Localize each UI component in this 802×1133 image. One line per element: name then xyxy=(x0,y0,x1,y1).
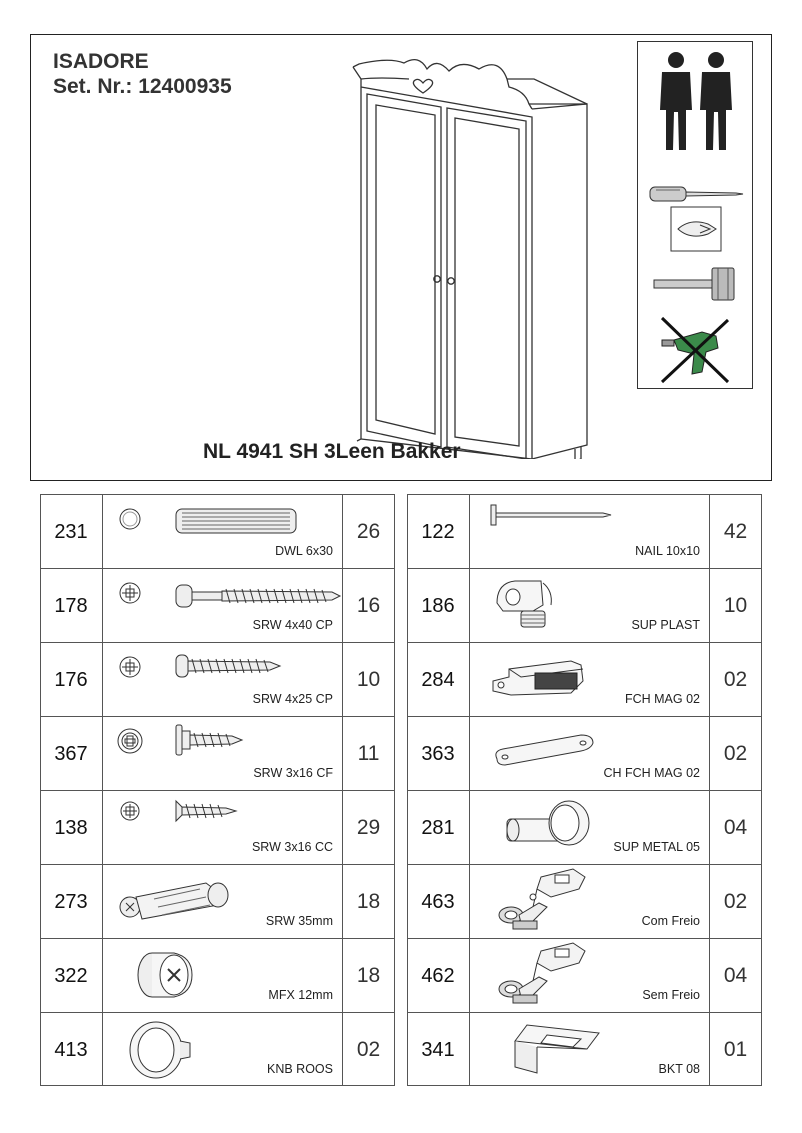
tools-panel xyxy=(637,41,753,389)
parts-table-left xyxy=(40,494,395,1086)
no-drill-icon xyxy=(658,314,734,386)
hinge-soft-close-icon xyxy=(493,867,593,933)
part-label: FCH MAG 02 xyxy=(624,692,700,706)
part-row xyxy=(407,568,762,642)
parts-table-right xyxy=(407,494,762,1086)
part-label: NAIL 10x10 xyxy=(635,544,700,558)
part-row xyxy=(40,716,395,790)
part-quantity: 16 xyxy=(356,594,381,617)
long-screw-icon xyxy=(106,573,342,613)
part-code: 367 xyxy=(54,743,88,765)
knob-icon xyxy=(126,1019,196,1081)
part-quantity: 29 xyxy=(356,816,381,839)
nail-icon xyxy=(487,503,617,533)
wardrobe-illustration xyxy=(349,49,589,459)
part-label: SRW 4x40 CP xyxy=(252,618,333,632)
part-quantity: 18 xyxy=(356,964,381,987)
part-label: CH FCH MAG 02 xyxy=(603,766,700,780)
part-quantity: 02 xyxy=(723,890,748,913)
part-code: 281 xyxy=(421,817,455,839)
part-code: 273 xyxy=(54,891,88,913)
part-quantity: 02 xyxy=(723,668,748,691)
bracket-icon xyxy=(507,1021,607,1077)
part-quantity: 11 xyxy=(357,742,380,765)
magnetic-catch-icon xyxy=(491,651,591,699)
part-code: 341 xyxy=(421,1039,455,1061)
product-title xyxy=(53,49,232,99)
part-quantity: 10 xyxy=(356,668,381,691)
part-row xyxy=(407,938,762,1012)
part-row xyxy=(407,864,762,938)
part-label: Com Freio xyxy=(641,914,700,928)
part-code: 231 xyxy=(54,521,88,543)
part-label: SRW 4x25 CP xyxy=(252,692,333,706)
cam-lock-icon xyxy=(130,947,200,1003)
part-code: 413 xyxy=(54,1039,88,1061)
part-label: BKT 08 xyxy=(658,1062,700,1076)
screwdriver-icon xyxy=(648,184,744,204)
part-quantity: 04 xyxy=(723,816,748,839)
two-persons-icon xyxy=(658,50,736,160)
part-code: 138 xyxy=(54,817,88,839)
medium-screw-icon xyxy=(106,647,342,687)
phillips-tip-icon xyxy=(670,206,722,252)
part-label: Sem Freio xyxy=(642,988,700,1002)
set-number: Set. Nr.: 12400935 xyxy=(53,75,232,98)
part-row xyxy=(40,790,395,864)
dowel-icon xyxy=(106,499,336,539)
part-code: 463 xyxy=(421,891,455,913)
catch-plate-icon xyxy=(491,731,601,771)
part-code: 284 xyxy=(421,669,455,691)
part-label: KNB ROOS xyxy=(267,1062,333,1076)
part-quantity: 02 xyxy=(723,742,748,765)
plastic-support-icon xyxy=(493,575,563,635)
metal-support-icon xyxy=(505,797,595,857)
part-code: 122 xyxy=(421,521,455,543)
part-row xyxy=(407,790,762,864)
part-quantity: 04 xyxy=(723,964,748,987)
store-caption: NL 4941 SH 3Leen Bakker xyxy=(203,440,461,463)
part-code: 363 xyxy=(421,743,455,765)
part-code: 178 xyxy=(54,595,88,617)
part-label: SUP METAL 05 xyxy=(613,840,700,854)
part-row xyxy=(40,938,395,1012)
part-quantity: 10 xyxy=(723,594,748,617)
part-code: 186 xyxy=(421,595,455,617)
cam-bolt-icon xyxy=(114,871,244,927)
part-quantity: 42 xyxy=(723,520,748,543)
hammer-icon xyxy=(652,264,742,304)
part-row xyxy=(40,1012,395,1086)
part-row xyxy=(40,494,395,568)
part-row xyxy=(407,1012,762,1086)
part-row xyxy=(40,642,395,716)
part-row xyxy=(407,494,762,568)
product-name: ISADORE xyxy=(53,50,149,73)
part-row xyxy=(40,864,395,938)
part-row xyxy=(407,642,762,716)
part-code: 462 xyxy=(421,965,455,987)
part-quantity: 26 xyxy=(356,520,381,543)
part-code: 322 xyxy=(54,965,88,987)
part-label: SUP PLAST xyxy=(631,618,700,632)
part-code: 176 xyxy=(54,669,88,691)
part-quantity: 18 xyxy=(356,890,381,913)
part-row xyxy=(40,568,395,642)
flange-screw-icon xyxy=(106,721,342,761)
part-label: MFX 12mm xyxy=(268,988,333,1002)
hinge-icon xyxy=(493,941,593,1007)
part-quantity: 01 xyxy=(723,1038,748,1061)
header-panel xyxy=(30,34,772,481)
part-label: SRW 3x16 CF xyxy=(253,766,333,780)
part-label: SRW 35mm xyxy=(265,914,333,928)
part-quantity: 02 xyxy=(356,1038,381,1061)
part-row xyxy=(407,716,762,790)
part-label: DWL 6x30 xyxy=(275,544,333,558)
countersunk-screw-icon xyxy=(106,795,342,835)
part-label: SRW 3x16 CC xyxy=(251,840,333,854)
